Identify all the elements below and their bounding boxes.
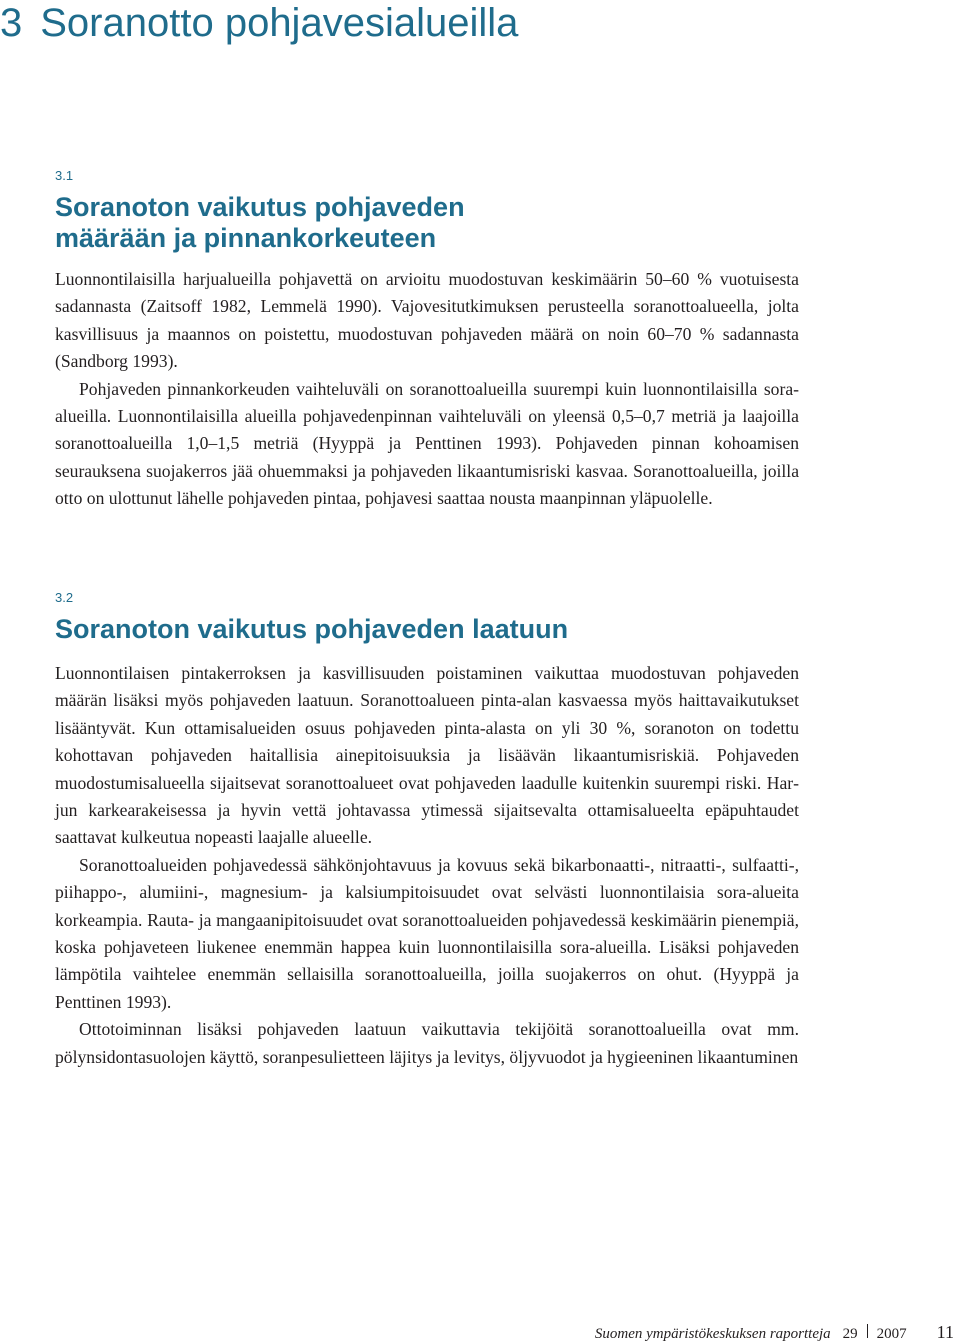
section-body bbox=[55, 266, 799, 513]
section-title bbox=[55, 192, 465, 254]
section-title-line: Soranoton vaikutus pohjaveden bbox=[55, 192, 465, 222]
body-paragraph: Ottotoiminnan lisäksi pohjaveden laatuun vaikuttavia tekijöitä soranottoalueilla ovat mm. pölynsidontasuolojen käyttö, soranpesulietteen läjitys ja levitys, öljyvuodot ja hygieeninen likaantuminen bbox=[55, 1019, 799, 1067]
page-number: 11 bbox=[936, 1322, 954, 1342]
chapter-title: Soranotto pohjavesialueilla bbox=[40, 1, 519, 45]
body-paragraph: Pohjaveden pinnankorkeuden vaihteluväli on soranottoalueilla suurempi kuin luonnontilaisilla sora-alueilla. Luonnontilaisilla alueilla pohjavedenpinnan vaihteluväli on yleensä 0,5–0,7 metriä ja laajoilla soranottoalueilla 1,0–1,5 metriä (Hyyppä ja Penttinen 1993). Pohjaveden pinnan kohoamisen seurauksena suojakerros jää ohuemmaksi ja pohjaveden likaantumisriski kasvaa. Soranottoalueilla, joilla otto on ulottunut lähelle pohjaveden pintaa, pohjavesi saattaa nousta maanpinnan yläpuolelle. bbox=[55, 378, 799, 509]
footer-series-number: 29 bbox=[842, 1326, 858, 1342]
body-paragraph: Soranottoalueiden pohjavedessä sähkönjohtavuus ja kovuus sekä bikarbonaatti-, nitraatti-, sulfaatti-, piihappo-, alumiini-, magnesium- ja kalsiumpitoisuudet ovat selvästi luonnontilaisia sora-alueita korkeampia. Rauta- ja mangaanipitoisuudet ovat soranottoalueiden pohjavedessä keskimäärin pienempiä, koska pohjaveteen liukenee enemmän happea kuin luonnontilaisilla sora-alueilla. Lisäksi pohjaveden lämpötila vaihtelee enemmän sellaisilla soranottoalueilla, joilla suojakerros on ohut. (Hyyppä ja Penttinen 1993). bbox=[55, 854, 799, 1012]
section-number: 3.1 bbox=[55, 168, 74, 183]
section-body bbox=[55, 660, 799, 1071]
section-number: 3.2 bbox=[55, 590, 74, 605]
chapter-number: 3 bbox=[0, 1, 23, 45]
footer-year: 2007 bbox=[876, 1326, 907, 1342]
section-title-line: määrään ja pinnankorkeuteen bbox=[55, 223, 437, 253]
section-title-line: Soranoton vaikutus pohjaveden laatuun bbox=[55, 614, 569, 644]
footer-series: Suomen ympäristökeskuksen raportteja bbox=[594, 1326, 831, 1342]
section-title bbox=[55, 614, 568, 645]
body-paragraph: Luonnontilaisen pintakerroksen ja kasvillisuuden poistaminen vaikuttaa muodostuvan pohjaveden määrän lisäksi myös pohjaveden laatuun. Soranottoalueen pinta-alan kasvaessa myös haittavaikutukset lisääntyvät. Kun ottamisalueiden osuus pohjaveden pinta-alasta on yli 30 %, soranoton on todettu kohottavan pohjaveden haitallisia ainepitoisuuksia ja lisäävän likaantumisriskiä. Pohjaveden muodostumisalueella sijaitsevat soranottoalueet ovat pohjaveden laadulle kuitenkin suurempi riski. Harjun karkearakeisessa ja hyvin vettä johtavassa ytimessä sijaitsevalta ottamisalueelta epäpuhtaudet saattavat kulkeutua nopeasti laajalle alueelle. bbox=[55, 663, 799, 848]
footer-divider bbox=[867, 1324, 868, 1338]
body-paragraph: Luonnontilaisilla harjualueilla pohjavettä on arvioitu muodostuvan keskimäärin 50–60 % vuotuisesta sadannasta (Zaitsoff 1982, Lemmelä 1990). Vajovesitutkimuksen perusteella soranottoalueella, jolta kasvillisuus ja maannos on poistettu, muodostuvan pohjaveden määrä on noin 60–70 % sadannasta (Sandborg 1993). bbox=[55, 269, 799, 372]
chapter-heading bbox=[0, 0, 518, 46]
page-footer bbox=[595, 1322, 954, 1343]
